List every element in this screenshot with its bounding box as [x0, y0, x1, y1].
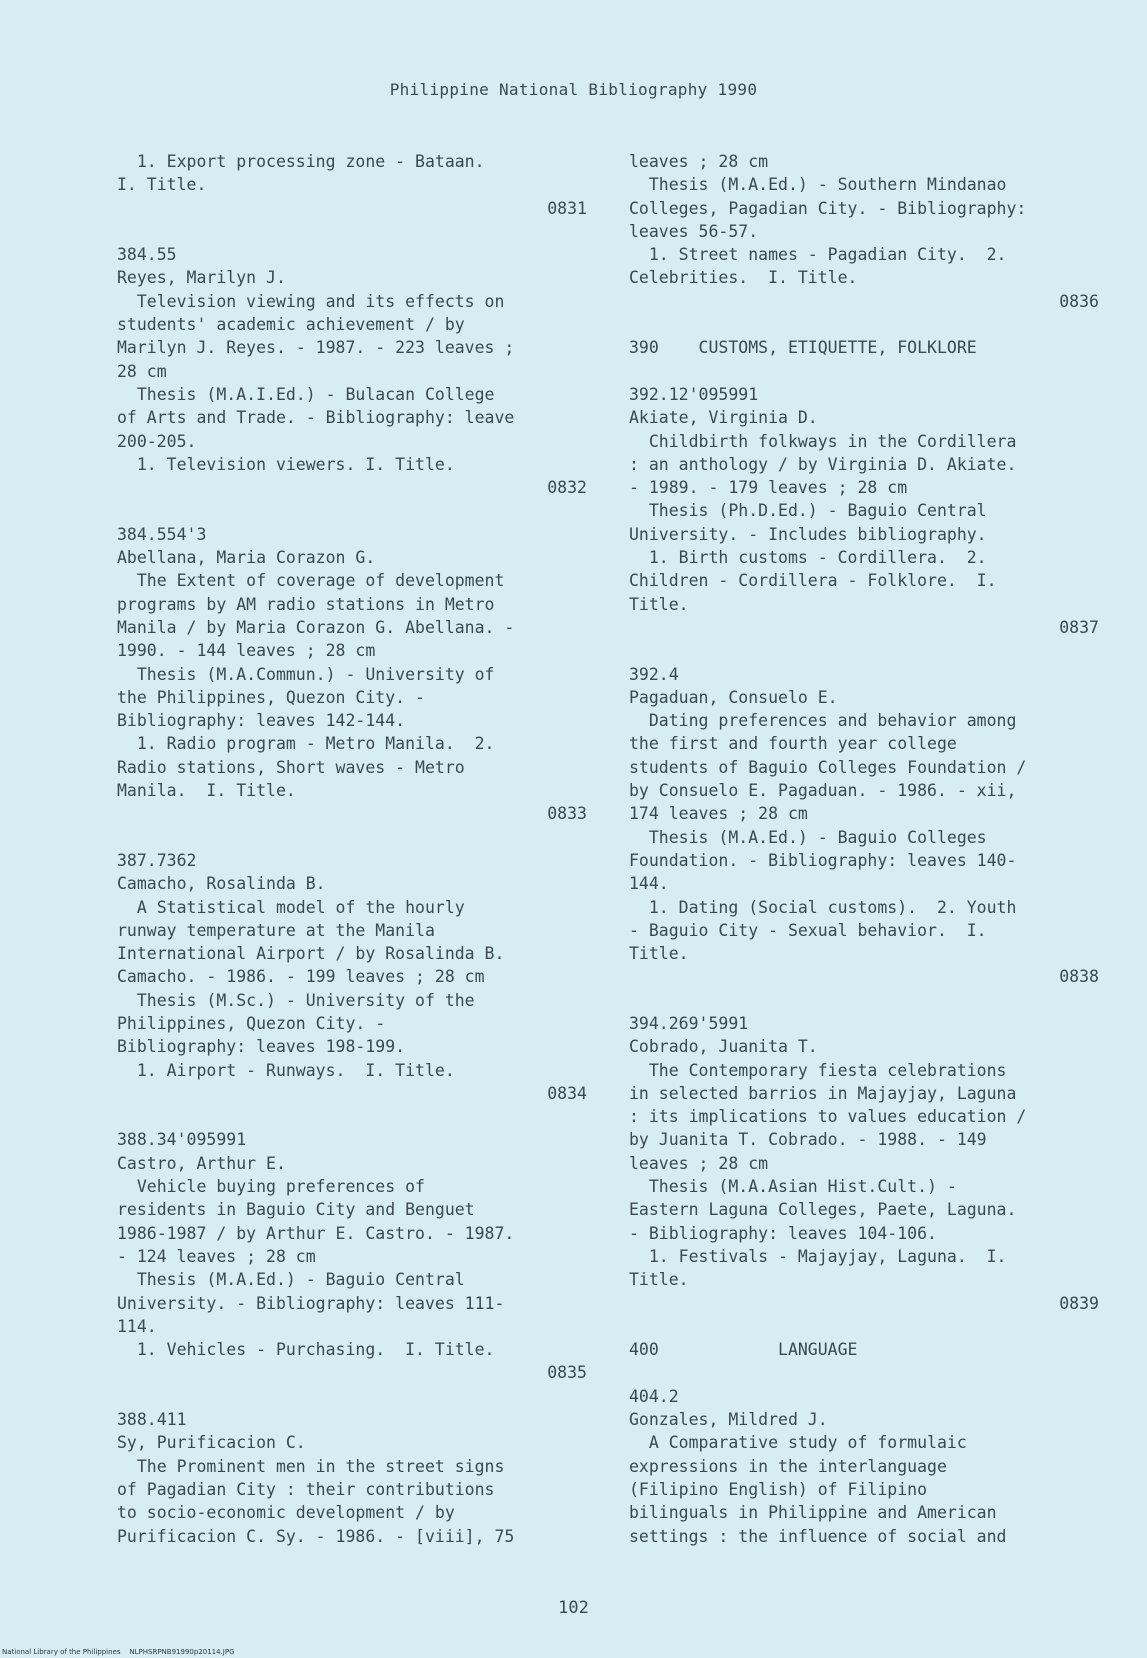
- text-line: Purificacion C. Sy. - 1986. - [viii], 75: [117, 1526, 515, 1546]
- right-column: [629, 150, 1099, 1548]
- text-line: Pagaduan, Consuelo E.: [629, 687, 838, 707]
- text-line: 390 CUSTOMS, ETIQUETTE, FOLKLORE: [629, 338, 977, 358]
- text-line: 392.12'095991: [629, 384, 759, 404]
- text-line: by Consuelo E. Pagaduan. - 1986. - xii,: [629, 781, 1017, 801]
- text-line: Castro, Arthur E.: [117, 1153, 286, 1173]
- text-line: 1. Vehicles - Purchasing. I. Title.: [117, 1340, 495, 1360]
- text-line: to socio-economic development / by: [117, 1503, 455, 1523]
- blank-line: [117, 1105, 587, 1128]
- text-line: residents in Baguio City and Benguet: [117, 1200, 475, 1220]
- text-line: - 124 leaves ; 28 cm: [117, 1246, 316, 1266]
- entry-number: 0837: [1059, 617, 1099, 637]
- text-line: Television viewing and its effects on: [117, 291, 505, 311]
- text-line: Dating preferences and behavior among: [629, 711, 1017, 731]
- text-line: bilinguals in Philippine and American: [629, 1503, 997, 1523]
- text-line: leaves ; 28 cm: [629, 152, 769, 171]
- text-line: 1. Airport - Runways. I. Title.: [117, 1060, 455, 1080]
- text-line: 384.55: [117, 245, 177, 265]
- text-line: Manila. I. Title.: [117, 781, 296, 801]
- text-line: Childbirth folkways in the Cordillera: [629, 431, 1017, 451]
- blank-line: [629, 1361, 1099, 1384]
- text-line: Camacho, Rosalinda B.: [117, 874, 326, 894]
- text-line: Eastern Laguna Colleges, Paete, Laguna.: [629, 1200, 1017, 1220]
- text-line: expressions in the interlanguage: [629, 1456, 947, 1476]
- text-line: Sy, Purificacion C.: [117, 1433, 306, 1453]
- text-line: Radio stations, Short waves - Metro: [117, 757, 465, 777]
- text-line: University. - Bibliography: leaves 111-: [117, 1293, 505, 1313]
- text-line: 144.: [629, 874, 669, 894]
- text-line: : its implications to values education /: [629, 1107, 1027, 1127]
- blank-line: [117, 826, 587, 849]
- text-line: : an anthology / by Virginia D. Akiate.: [629, 454, 1017, 474]
- text-line: of Arts and Trade. - Bibliography: leave: [117, 408, 515, 428]
- text-line: Title.: [629, 944, 689, 964]
- text-line: 174 leaves ; 28 cm: [629, 804, 808, 824]
- entry-number: 0833: [547, 804, 587, 824]
- text-line: Thesis (M.A.Ed.) - Southern Mindanao: [629, 175, 1007, 195]
- text-line: 388.34'095991: [117, 1130, 247, 1150]
- text-line: Thesis (M.A.Asian Hist.Cult.) -: [629, 1177, 957, 1197]
- entry-number: 0835: [547, 1363, 587, 1383]
- text-line: 114.: [117, 1316, 157, 1336]
- text-line: International Airport / by Rosalinda B.: [117, 944, 505, 964]
- text-line: 387.7362: [117, 850, 197, 870]
- text-line: 384.554'3: [117, 524, 207, 544]
- text-line: leaves ; 28 cm: [629, 1153, 769, 1173]
- text-line: I. Title.: [117, 175, 207, 195]
- blank-line: [117, 1385, 587, 1408]
- text-line: Akiate, Virginia D.: [629, 408, 818, 428]
- entry-number: 0832: [547, 478, 587, 498]
- text-line: Vehicle buying preferences of: [117, 1177, 425, 1197]
- entry-number: 0836: [1059, 291, 1099, 311]
- text-line: (Filipino English) of Filipino: [629, 1479, 928, 1499]
- text-line: Gonzales, Mildred J.: [629, 1410, 828, 1430]
- text-line: 394.269'5991: [629, 1013, 749, 1033]
- blank-line: [629, 1315, 1099, 1338]
- text-line: Foundation. - Bibliography: leaves 140-: [629, 850, 1017, 870]
- text-line: 1990. - 144 leaves ; 28 cm: [117, 641, 376, 661]
- text-line: Manila / by Maria Corazon G. Abellana. -: [117, 617, 515, 637]
- blank-line: [629, 989, 1099, 1012]
- text-line: The Prominent men in the street signs: [117, 1456, 505, 1476]
- text-line: 400 LANGUAGE: [629, 1340, 858, 1360]
- text-line: - Baguio City - Sexual behavior. I.: [629, 920, 987, 940]
- text-line: Camacho. - 1986. - 199 leaves ; 28 cm: [117, 967, 485, 987]
- text-line: Bibliography: leaves 198-199.: [117, 1037, 406, 1057]
- text-line: 1. Dating (Social customs). 2. Youth: [629, 897, 1017, 917]
- text-line: 1. Birth customs - Cordillera. 2.: [629, 548, 987, 568]
- text-line: Marilyn J. Reyes. - 1987. - 223 leaves ;: [117, 338, 515, 358]
- text-line: the first and fourth year college: [629, 734, 957, 754]
- text-line: Thesis (M.A.Ed.) - Baguio Colleges: [629, 827, 987, 847]
- text-line: 388.411: [117, 1410, 187, 1430]
- text-line: Thesis (M.A.Commun.) - University of: [117, 664, 495, 684]
- text-line: Thesis (Ph.D.Ed.) - Baguio Central: [629, 501, 987, 521]
- footer-library: National Library of the Philippines: [2, 1648, 121, 1656]
- text-line: 392.4: [629, 664, 679, 684]
- text-line: Cobrado, Juanita T.: [629, 1037, 818, 1057]
- scan-footer: [2, 1648, 235, 1656]
- text-line: 1. Export processing zone - Bataan.: [117, 152, 485, 171]
- text-line: A Statistical model of the hourly: [117, 897, 465, 917]
- text-line: Bibliography: leaves 142-144.: [117, 711, 406, 731]
- text-line: the Philippines, Quezon City. -: [117, 687, 425, 707]
- text-line: 28 cm: [117, 361, 167, 381]
- text-line: 1986-1987 / by Arthur E. Castro. - 1987.: [117, 1223, 515, 1243]
- text-line: 404.2: [629, 1386, 679, 1406]
- text-line: by Juanita T. Cobrado. - 1988. - 149: [629, 1130, 987, 1150]
- text-line: Thesis (M.A.I.Ed.) - Bulacan College: [117, 384, 495, 404]
- text-line: The Contemporary fiesta celebrations: [629, 1060, 1007, 1080]
- page-number: 102: [558, 1598, 589, 1618]
- blank-line: [117, 220, 587, 243]
- blank-line: [629, 639, 1099, 662]
- entry-number: 0831: [547, 198, 587, 218]
- text-line: Colleges, Pagadian City. - Bibliography:: [629, 198, 1027, 218]
- text-line: Children - Cordillera - Folklore. I.: [629, 571, 997, 591]
- text-line: 1. Street names - Pagadian City. 2.: [629, 245, 1007, 265]
- text-line: Thesis (M.A.Ed.) - Baguio Central: [117, 1270, 465, 1290]
- text-line: 200-205.: [117, 431, 197, 451]
- entry-number: 0838: [1059, 967, 1099, 987]
- text-line: Philippines, Quezon City. -: [117, 1013, 386, 1033]
- text-line: Abellana, Maria Corazon G.: [117, 548, 376, 568]
- entry-number: 0834: [547, 1083, 587, 1103]
- text-line: Thesis (M.Sc.) - University of the: [117, 990, 475, 1010]
- text-line: Title.: [629, 1270, 689, 1290]
- text-line: students of Baguio Colleges Foundation /: [629, 757, 1027, 777]
- left-column: [117, 150, 587, 1548]
- text-line: - Bibliography: leaves 104-106.: [629, 1223, 937, 1243]
- text-line: - 1989. - 179 leaves ; 28 cm: [629, 478, 908, 498]
- text-line: A Comparative study of formulaic: [629, 1433, 967, 1453]
- text-line: 1. Radio program - Metro Manila. 2.: [117, 734, 495, 754]
- text-line: 1. Television viewers. I. Title.: [117, 454, 455, 474]
- text-line: 1. Festivals - Majayjay, Laguna. I.: [629, 1246, 1007, 1266]
- blank-line: [117, 499, 587, 522]
- text-line: runway temperature at the Manila: [117, 920, 435, 940]
- text-line: Title.: [629, 594, 689, 614]
- text-line: leaves 56-57.: [629, 221, 759, 241]
- text-line: settings : the influence of social and: [629, 1526, 1007, 1546]
- text-line: programs by AM radio stations in Metro: [117, 594, 495, 614]
- blank-line: [629, 360, 1099, 383]
- footer-file: NLPHSRPNB91990p20114.JPG: [129, 1648, 235, 1656]
- text-line: Reyes, Marilyn J.: [117, 268, 286, 288]
- text-line: in selected barrios in Majayjay, Laguna: [629, 1083, 1017, 1103]
- text-line: of Pagadian City : their contributions: [117, 1479, 495, 1499]
- page-header: Philippine National Bibliography 1990: [389, 80, 758, 99]
- text-line: students' academic achievement / by: [117, 315, 465, 335]
- text-line: The Extent of coverage of development: [117, 571, 505, 591]
- text-line: Celebrities. I. Title.: [629, 268, 858, 288]
- blank-line: [629, 313, 1099, 336]
- text-line: University. - Includes bibliography.: [629, 524, 987, 544]
- entry-number: 0839: [1059, 1293, 1099, 1313]
